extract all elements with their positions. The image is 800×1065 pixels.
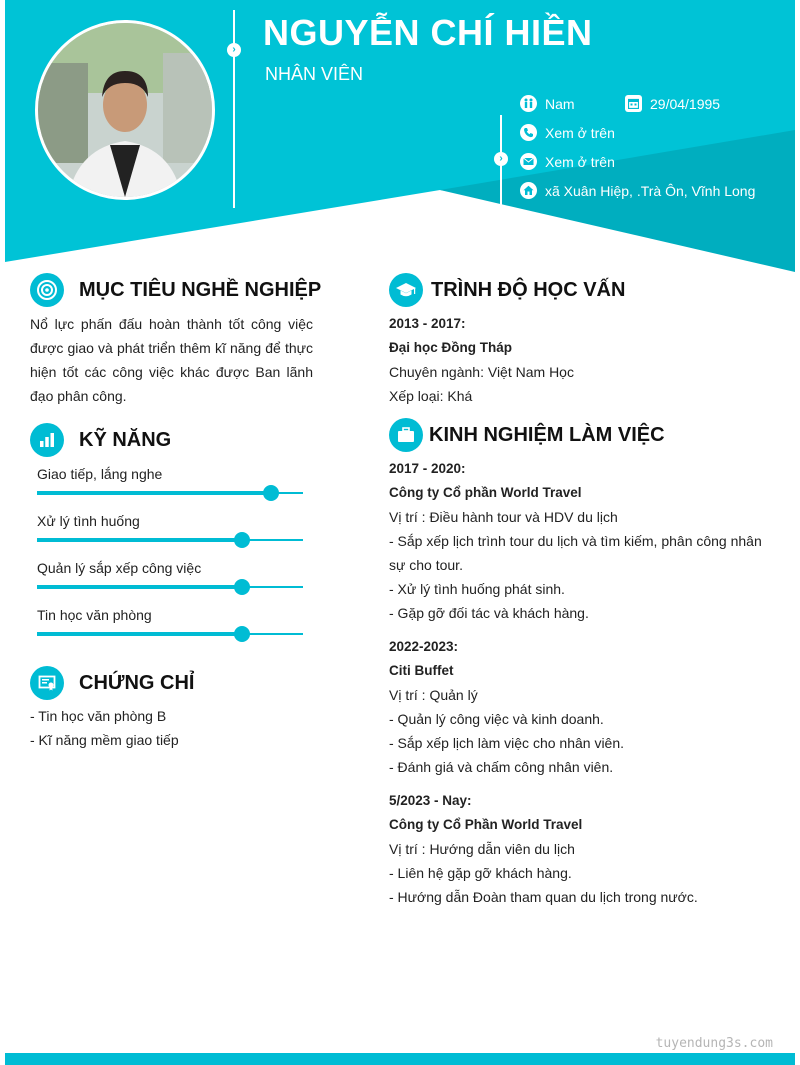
skill-label: Xử lý tình huống bbox=[37, 513, 140, 529]
job-company: Công ty Cổ phần World Travel bbox=[389, 485, 582, 500]
objective-heading bbox=[30, 273, 321, 307]
home-icon bbox=[520, 182, 537, 199]
birthday-value: 29/04/1995 bbox=[650, 95, 721, 112]
certificates-list bbox=[30, 704, 179, 752]
info-birthday bbox=[625, 95, 720, 112]
candidate-role: NHÂN VIÊN bbox=[265, 64, 364, 84]
skill-level-bar bbox=[37, 586, 303, 588]
job-line: Vị trí : Quản lý bbox=[389, 687, 478, 703]
experience-heading bbox=[389, 418, 665, 452]
email-icon bbox=[520, 153, 537, 170]
objective-title: MỤC TIÊU NGHỀ NGHIỆP bbox=[79, 278, 322, 301]
job-period: 2022-2023: bbox=[389, 639, 459, 654]
certificate-item: - Kĩ năng mềm giao tiếp bbox=[30, 732, 179, 748]
calendar-icon bbox=[625, 95, 642, 112]
education-period: 2013 - 2017: bbox=[389, 316, 466, 331]
target-icon bbox=[30, 273, 64, 307]
objective-text: Nổ lực phấn đấu hoàn thành tốt công việc được giao và phát triển thêm kĩ năng để thực hiện tốt các công việc khác được Ban lãnh đạo phân công. bbox=[30, 316, 313, 404]
job-line: - Quản lý công việc và kinh doanh. bbox=[389, 711, 604, 727]
skills-heading bbox=[30, 423, 171, 457]
job-entry-3 bbox=[389, 789, 698, 909]
education-rank: Xếp loại: Khá bbox=[389, 388, 473, 404]
skill-level-bar bbox=[37, 633, 303, 635]
skill-level-knob bbox=[234, 626, 250, 642]
candidate-name: NGUYỄN CHÍ HIỀN bbox=[263, 12, 593, 53]
job-company: Citi Buffet bbox=[389, 663, 454, 678]
job-period: 5/2023 - Nay: bbox=[389, 793, 472, 808]
skill-label: Tin học văn phòng bbox=[37, 607, 152, 623]
footer-bar bbox=[5, 1053, 795, 1065]
education-block bbox=[389, 312, 574, 408]
job-company: Công ty Cổ Phần World Travel bbox=[389, 817, 583, 832]
skill-level-knob bbox=[234, 532, 250, 548]
skill-level-fill bbox=[37, 538, 242, 542]
certificate-item: - Tin học văn phòng B bbox=[30, 708, 167, 724]
watermark: tuyendung3s.com bbox=[655, 1036, 773, 1051]
info-phone bbox=[520, 124, 615, 141]
job-line: - Hướng dẫn Đoàn tham quan du lịch trong nước. bbox=[389, 889, 698, 905]
info-address bbox=[520, 182, 755, 199]
avatar bbox=[35, 20, 215, 200]
email-value: Xem ở trên bbox=[545, 153, 615, 170]
job-line: - Gặp gỡ đối tác và khách hàng. bbox=[389, 605, 589, 621]
job-line: - Liên hệ gặp gỡ khách hàng. bbox=[389, 865, 572, 881]
job-period: 2017 - 2020: bbox=[389, 461, 466, 476]
address-value: xã Xuân Hiệp, .Trà Ôn, Vĩnh Long bbox=[545, 182, 756, 199]
job-entry-2 bbox=[389, 635, 624, 779]
skill-level-fill bbox=[37, 632, 242, 636]
skill-label: Quản lý sắp xếp công việc bbox=[37, 560, 202, 576]
info-gender bbox=[520, 95, 575, 112]
info-email bbox=[520, 153, 615, 170]
job-line: - Sắp xếp lịch trình tour du lịch và tìm kiếm, phân công nhân bbox=[389, 533, 762, 549]
skill-level-bar bbox=[37, 539, 303, 541]
chevron-right-icon: › bbox=[227, 43, 241, 57]
job-line: sự cho tour. bbox=[389, 557, 463, 573]
skill-level-fill bbox=[37, 491, 271, 495]
job-line: Vị trí : Hướng dẫn viên du lịch bbox=[389, 841, 575, 857]
job-entry-1 bbox=[389, 457, 762, 625]
skill-level-bar bbox=[37, 492, 303, 494]
cv-header bbox=[5, 0, 795, 275]
experience-title: KINH NGHIỆM LÀM VIỆC bbox=[429, 423, 665, 446]
graduation-cap-icon bbox=[389, 273, 423, 307]
skill-label: Giao tiếp, lắng nghe bbox=[37, 466, 163, 482]
gender-icon bbox=[520, 95, 537, 112]
job-line: - Đánh giá và chấm công nhân viên. bbox=[389, 759, 614, 775]
certificate-icon bbox=[30, 666, 64, 700]
chevron-right-icon: › bbox=[494, 152, 508, 166]
bar-chart-icon bbox=[30, 423, 64, 457]
briefcase-icon bbox=[389, 418, 423, 452]
skills-title: KỸ NĂNG bbox=[79, 428, 172, 451]
education-school: Đại học Đồng Tháp bbox=[389, 340, 512, 355]
gender-value: Nam bbox=[545, 95, 575, 112]
job-line: - Xử lý tình huống phát sinh. bbox=[389, 581, 565, 597]
certificates-heading bbox=[30, 666, 194, 700]
phone-icon bbox=[520, 124, 537, 141]
job-line: - Sắp xếp lịch làm việc cho nhân viên. bbox=[389, 735, 625, 751]
phone-value: Xem ở trên bbox=[545, 124, 615, 141]
job-line: Vị trí : Điều hành tour và HDV du lịch bbox=[389, 509, 618, 525]
header-divider-left bbox=[233, 10, 235, 208]
education-title: TRÌNH ĐỘ HỌC VẤN bbox=[431, 278, 626, 301]
skill-level-knob bbox=[263, 485, 279, 501]
education-major: Chuyên ngành: Việt Nam Học bbox=[389, 364, 574, 380]
cv-page bbox=[5, 0, 795, 1065]
skill-level-fill bbox=[37, 585, 242, 589]
certificates-title: CHỨNG CHỈ bbox=[79, 671, 195, 694]
skill-level-knob bbox=[234, 579, 250, 595]
education-heading bbox=[389, 273, 625, 307]
